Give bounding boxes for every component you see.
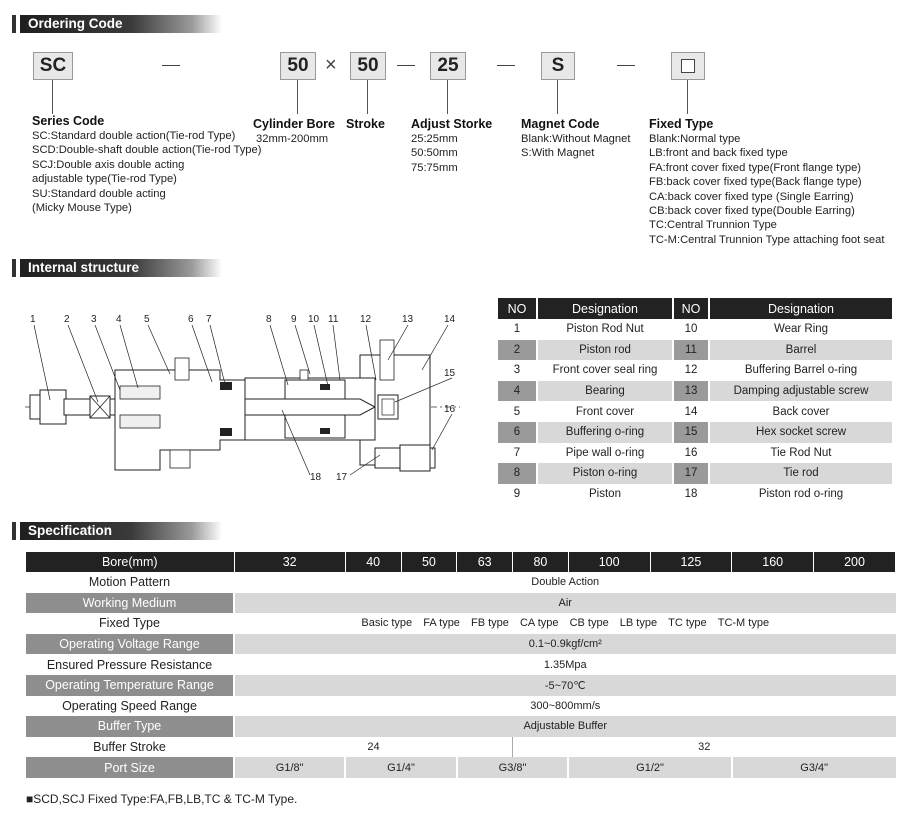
parts-header-row — [498, 298, 892, 319]
table-row — [26, 696, 896, 717]
part-no: 1 — [513, 323, 521, 336]
stroke-title: Stroke — [346, 117, 385, 131]
callout-11: 11 — [328, 314, 339, 325]
fixed-line: CB:back cover fixed type(Double Earring) — [649, 205, 855, 218]
dash — [397, 65, 415, 66]
part-name: Buffering Barrel o-ring — [744, 364, 858, 377]
header-bar — [12, 522, 16, 540]
callout-4: 4 — [116, 314, 122, 325]
series-line: SU:Standard double acting — [32, 187, 166, 200]
table-row — [26, 716, 896, 737]
spec-label: Operating Voltage Range — [26, 634, 234, 655]
header-bar — [12, 259, 16, 277]
fixed-type-item: CA type — [519, 617, 559, 630]
table-row — [26, 634, 896, 655]
spec-value: G3/4" — [732, 757, 896, 778]
part-name: Front cover seal ring — [552, 364, 658, 377]
no-header: NO — [674, 298, 708, 319]
bore-value: 40 — [345, 552, 401, 572]
callout-13: 13 — [402, 314, 414, 325]
spec-value: G3/8" — [457, 757, 568, 778]
adjust-code-box: 25 — [430, 52, 466, 80]
table-row — [26, 613, 896, 634]
fixed-line: TC-M:Central Trunnion Type attaching foot seat — [649, 233, 885, 246]
callout-18: 18 — [310, 472, 322, 483]
table-row — [498, 401, 892, 422]
series-line: (Micky Mouse Type) — [32, 202, 132, 215]
spec-value: Adjustable Buffer — [234, 716, 896, 737]
callout-12: 12 — [360, 314, 372, 325]
part-name: Hex socket screw — [710, 422, 892, 443]
dash — [617, 65, 635, 66]
spec-label: Ensured Pressure Resistance — [26, 654, 234, 675]
fixed-type-item: FB type — [471, 617, 509, 630]
callout-16: 16 — [444, 404, 456, 415]
callout-7: 7 — [206, 314, 212, 325]
part-no: 3 — [513, 364, 521, 377]
callout-14: 14 — [444, 314, 456, 325]
leader-line — [297, 80, 298, 114]
table-row — [498, 484, 892, 505]
bore-value: 32 — [234, 552, 345, 572]
adjust-stroke-title: Adjust Storke — [411, 117, 493, 131]
series-code-box: SC — [33, 52, 73, 80]
ordering-code-title: Ordering Code — [20, 15, 222, 33]
fixed-type-title: Fixed Type — [649, 117, 714, 131]
ordering-code-header — [12, 13, 222, 35]
fixed-type-item: CB type — [569, 617, 609, 630]
spec-label: Motion Pattern — [26, 572, 234, 593]
part-no: 11 — [674, 340, 708, 361]
callout-9: 9 — [291, 314, 297, 325]
magnet-code-box: S — [541, 52, 575, 80]
callout-3: 3 — [91, 314, 97, 325]
fixed-line: CA:back cover fixed type (Single Earring) — [649, 190, 854, 203]
fixed-line: LB:front and back fixed type — [649, 147, 788, 160]
fixed-type-item: TC type — [668, 617, 707, 630]
fixed-line: FA:front cover fixed type(Front flange type) — [649, 161, 862, 174]
leader-line — [447, 80, 448, 114]
bore-value: 63 — [457, 552, 513, 572]
header-bar — [12, 15, 16, 33]
spec-header-row — [26, 552, 896, 572]
cylinder-bore-title: Cylinder Bore — [253, 117, 335, 131]
cylinder-bore-range: 32mm-200mm — [256, 133, 329, 145]
stroke-code-box: 50 — [350, 52, 386, 80]
part-no: 14 — [684, 405, 698, 418]
part-no: 6 — [498, 422, 536, 443]
bore-value: 100 — [568, 552, 650, 572]
fixed-type-item: TC-M type — [717, 617, 770, 630]
spec-value: 32 — [698, 741, 711, 754]
spec-label: Operating Temperature Range — [26, 675, 234, 696]
spec-value: Double Action — [531, 576, 600, 589]
series-line: SC:Standard double action(Tie-rod Type) — [32, 130, 236, 142]
magnet-code-list — [521, 132, 630, 161]
table-row — [26, 737, 896, 758]
spec-value: G1/8" — [234, 757, 345, 778]
cylinder-cross-section-diagram — [20, 310, 465, 485]
callout-10: 10 — [308, 314, 320, 325]
leader-line — [557, 80, 558, 114]
leader-line — [367, 80, 368, 114]
table-row — [498, 360, 892, 381]
designation-header: Designation — [710, 298, 892, 319]
magnet-line: S:With Magnet — [521, 147, 595, 160]
spec-label: Operating Speed Range — [26, 696, 234, 717]
spec-value: 300~800mm/s — [530, 699, 601, 712]
part-no: 15 — [674, 422, 708, 443]
part-name: Piston — [589, 488, 621, 501]
bore-header: Bore(mm) — [26, 552, 234, 572]
adjust-line: 50:50mm — [411, 147, 458, 160]
series-code-list — [32, 129, 261, 215]
series-line: SCD:Double-shaft double action(Tie-rod Type) — [32, 144, 262, 157]
spec-label: Port Size — [26, 757, 234, 778]
part-no: 16 — [684, 446, 698, 459]
part-no: 18 — [684, 488, 698, 501]
part-name: Back cover — [772, 405, 830, 418]
part-no: 12 — [684, 364, 698, 377]
times-symbol: × — [325, 54, 337, 76]
callout-15: 15 — [444, 368, 456, 379]
table-row — [498, 381, 892, 402]
series-code-title: Series Code — [32, 114, 105, 128]
part-no: 7 — [513, 446, 521, 459]
series-line: SCJ:Double axis double acting — [32, 158, 185, 171]
table-row — [26, 654, 896, 675]
part-name: Damping adjustable screw — [710, 381, 892, 402]
bore-value: 125 — [650, 552, 732, 572]
fixed-type-list — [234, 613, 896, 634]
fixed-line: TC:Central Trunnion Type — [649, 219, 777, 232]
dash — [497, 65, 515, 66]
empty-square-icon — [681, 59, 695, 73]
specification-header — [12, 520, 222, 542]
spec-value: 24 — [234, 737, 513, 758]
magnet-line: Blank:Without Magnet — [521, 133, 631, 145]
part-name: Buffering o-ring — [538, 422, 672, 443]
part-name: Tie Rod Nut — [770, 446, 832, 459]
part-name: Piston rod o-ring — [758, 488, 844, 501]
spec-value: 1.35Mpa — [543, 658, 587, 671]
part-name: Front cover — [575, 405, 635, 418]
fixed-line: Blank:Normal type — [649, 133, 741, 145]
fixed-type-item: LB type — [619, 617, 658, 630]
part-name: Wear Ring — [773, 323, 829, 336]
specification-title: Specification — [20, 522, 222, 540]
table-row — [498, 443, 892, 464]
table-row — [498, 422, 892, 443]
bore-value: 50 — [401, 552, 457, 572]
table-row — [498, 340, 892, 361]
spec-label: Working Medium — [26, 593, 234, 614]
spec-value: 0.1~0.9kgf/cm² — [234, 634, 896, 655]
spec-value: G1/2" — [568, 757, 732, 778]
part-no: 10 — [684, 323, 698, 336]
callout-17: 17 — [336, 472, 348, 483]
adjust-line: 25:25mm — [411, 133, 458, 145]
no-header: NO — [498, 298, 536, 319]
fixed-type-item: Basic type — [361, 617, 413, 630]
footnote: ■SCD,SCJ Fixed Type:FA,FB,LB,TC & TC-M Type. — [26, 792, 298, 806]
parts-table — [498, 298, 892, 504]
callout-1: 1 — [30, 314, 36, 325]
series-line: adjustable type(Tie-rod Type) — [32, 173, 177, 186]
part-name: Barrel — [710, 340, 892, 361]
spec-value: -5~70℃ — [234, 675, 896, 696]
leader-line — [687, 80, 688, 114]
part-no: 8 — [498, 463, 536, 484]
spec-label: Buffer Type — [26, 716, 234, 737]
bore-code-box: 50 — [280, 52, 316, 80]
callout-5: 5 — [144, 314, 150, 325]
table-row — [26, 757, 896, 778]
table-row — [26, 675, 896, 696]
bore-value: 200 — [814, 552, 896, 572]
spec-value: G1/4" — [345, 757, 456, 778]
adjust-stroke-list — [411, 132, 458, 175]
callout-6: 6 — [188, 314, 194, 325]
fixed-type-code-box — [671, 52, 705, 80]
fixed-type-list — [649, 132, 884, 247]
table-row — [498, 319, 892, 340]
table-row — [26, 572, 896, 593]
part-name: Tie rod — [710, 463, 892, 484]
part-no: 9 — [513, 488, 521, 501]
part-name: Piston Rod Nut — [566, 323, 644, 336]
table-row — [498, 463, 892, 484]
spec-table — [26, 552, 896, 778]
bore-value: 80 — [513, 552, 569, 572]
fixed-type-item: FA type — [423, 617, 460, 630]
part-no: 5 — [513, 405, 521, 418]
table-row — [26, 593, 896, 614]
designation-header: Designation — [538, 298, 672, 319]
spec-label: Buffer Stroke — [26, 737, 234, 758]
adjust-line: 75:75mm — [411, 161, 458, 174]
spec-value: Air — [234, 593, 896, 614]
spec-label: Fixed Type — [26, 613, 234, 634]
internal-structure-header — [12, 257, 222, 279]
part-name: Piston rod — [538, 340, 672, 361]
leader-line — [52, 80, 53, 114]
callout-2: 2 — [64, 314, 70, 325]
bore-value: 160 — [732, 552, 814, 572]
part-no: 17 — [674, 463, 708, 484]
fixed-line: FB:back cover fixed type(Back flange type) — [649, 176, 862, 189]
internal-structure-title: Internal structure — [20, 259, 222, 277]
part-name: Bearing — [538, 381, 672, 402]
dash — [162, 65, 180, 66]
callout-8: 8 — [266, 314, 272, 325]
magnet-code-title: Magnet Code — [521, 117, 600, 131]
part-no: 4 — [498, 381, 536, 402]
part-name: Piston o-ring — [538, 463, 672, 484]
part-no: 13 — [674, 381, 708, 402]
part-name: Pipe wall o-ring — [565, 446, 645, 459]
part-no: 2 — [498, 340, 536, 361]
